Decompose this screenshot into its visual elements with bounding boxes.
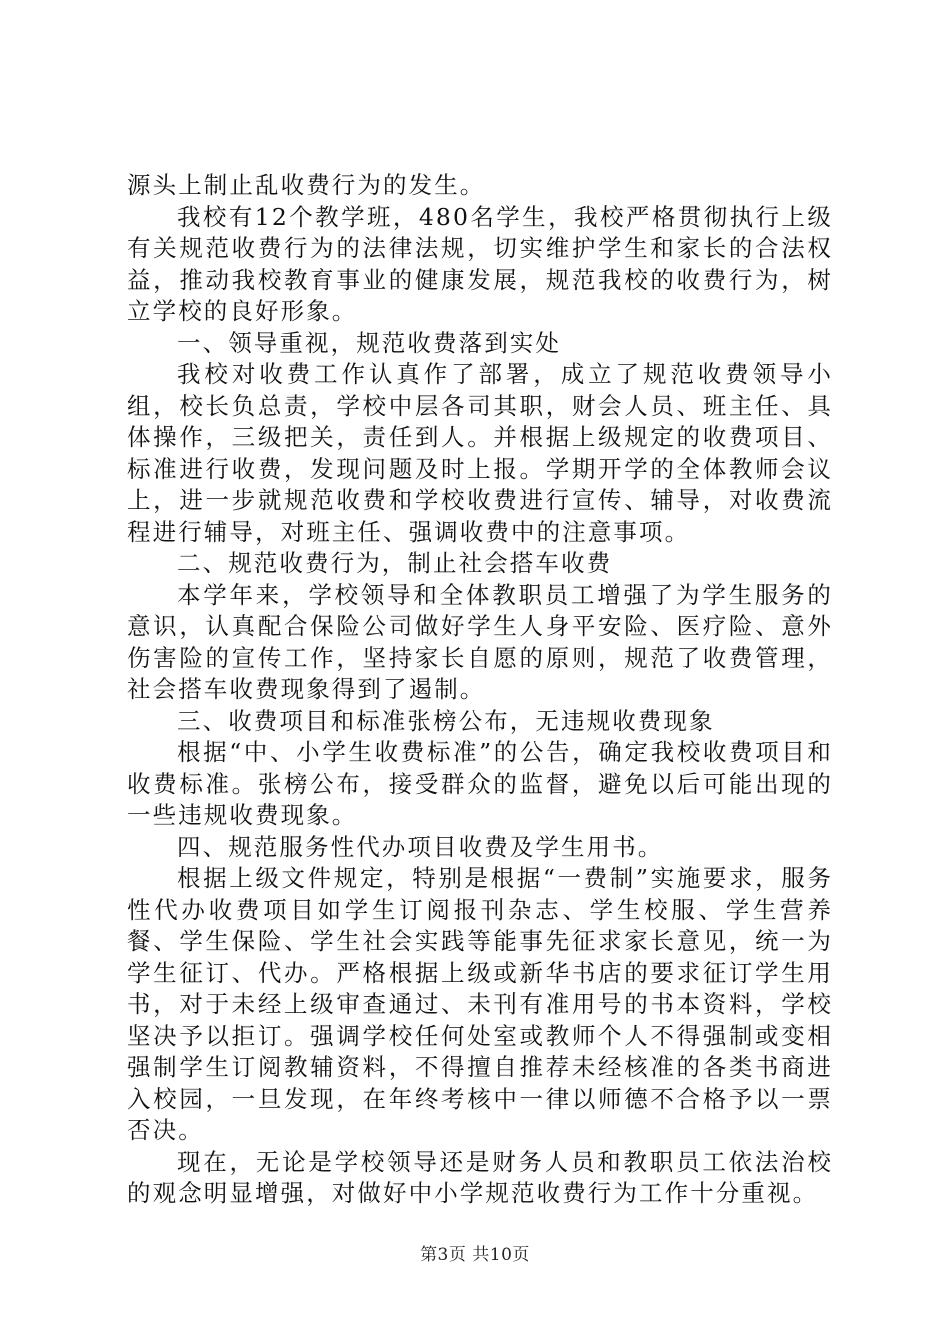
paragraph-conclusion: 现在，无论是学校领导还是财务人员和教职员工依法治校的观念明显增强，对做好中小学规范收费行为工作十分重视。 [127,1147,833,1207]
paragraph-section-1: 我校对收费工作认真作了部署，成立了规范收费领导小组，校长负总责，学校中层各司其职，财会人员、班主任、具体操作，三级把关，责任到人。并根据上级规定的收费项目、标准进行收费，发现问题及时上报。学期开学的全体教师会议上，进一步就规范收费和学校收费进行宣传、辅导，对收费流程进行辅导，对班主任、强调收费中的注意事项。 [127,360,833,546]
paragraph-continuation: 源头上制止乱收费行为的发生。 [127,171,486,199]
document-body [127,170,833,1210]
section-heading-1: 一、领导重视，规范收费落到实处 [177,328,561,357]
paragraph-section-2: 本学年来，学校领导和全体教职员工增强了为学生服务的意识，认真配合保险公司做好学生人身平安险、医疗险、意外伤害险的宣传工作，坚持家长自愿的原则，规范了收费管理，社会搭车收费现象得到了遏制。 [127,580,833,703]
paragraph-section-3: 根据“中、小学生收费标准”的公告，确定我校收费项目和收费标准。张榜公布，接受群众的监督，避免以后可能出现的一些违规收费现象。 [127,738,833,829]
section-heading-4: 四、规范服务性代办项目收费及学生用书。 [177,832,664,861]
page-number-footer: 第3页 共10页 [420,1245,530,1265]
section-heading-3: 三、收费项目和标准张榜公布，无违规收费现象 [177,706,715,735]
paragraph-school-overview: 我校有12个教学班，480名学生，我校严格贯彻执行上级有关规范收费行为的法律法规，切实维护学生和家长的合法权益，推动我校教育事业的健康发展，规范我校的收费行为，树立学校的良好形象。 [127,202,833,325]
paragraph-section-4: 根据上级文件规定，特别是根据“一费制”实施要求，服务性代办收费项目如学生订阅报刊杂志、学生校服、学生营养餐、学生保险、学生社会实践等能事先征求家长意见，统一为学生征订、代办。严格根据上级或新华书店的要求征订学生用书，对于未经上级审查通过、未刊有准用号的书本资料，学校坚决予以拒订。强调学校任何处室或教师个人不得强制或变相强制学生订阅教辅资料，不得擅自推荐未经核准的各类书商进入校园，一旦发现，在年终考核中一律以师德不合格予以一票否决。 [127,864,833,1144]
section-heading-2: 二、规范收费行为，制止社会搭车收费 [177,549,613,577]
